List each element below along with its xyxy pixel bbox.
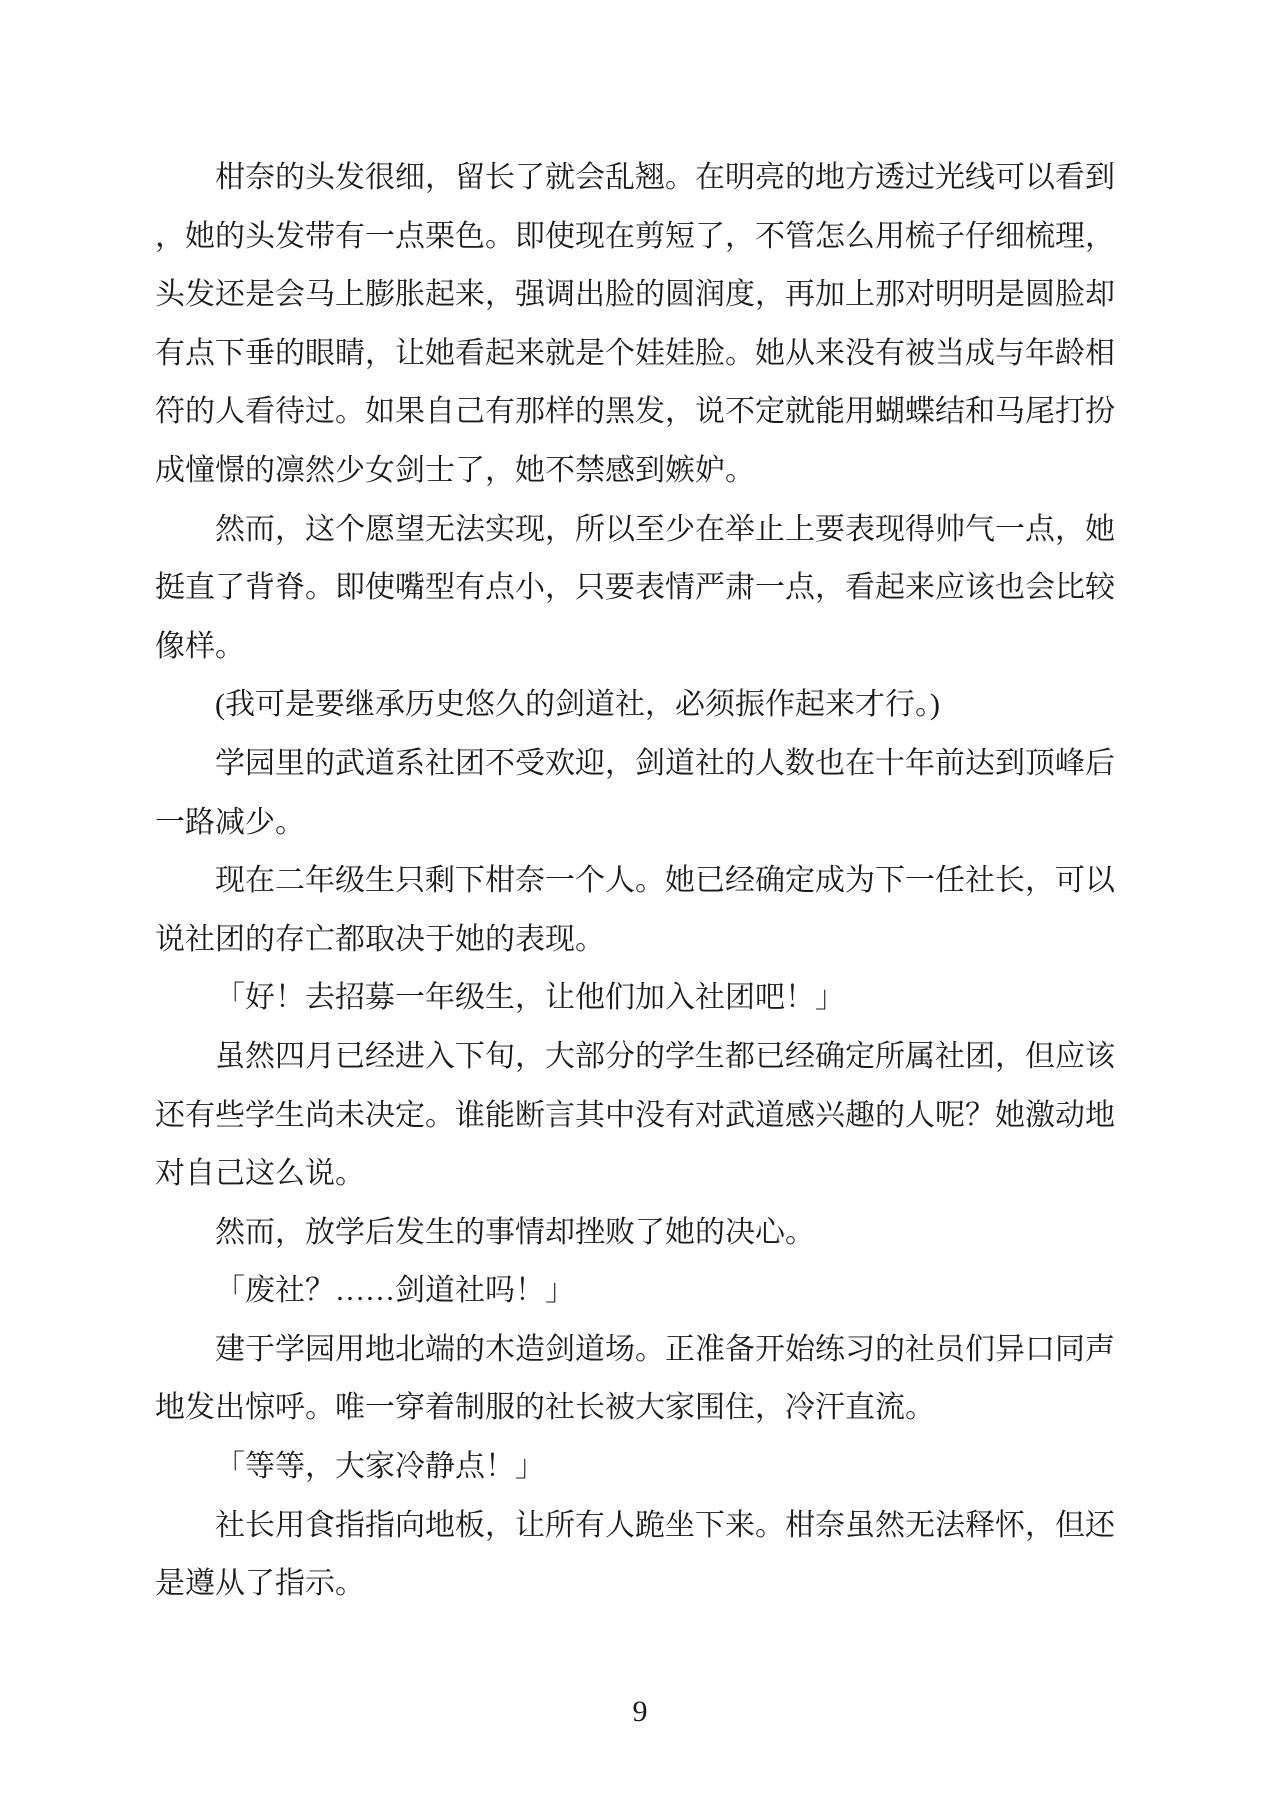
text-line: 有点下垂的眼睛，让她看起来就是个娃娃脸。她从来没有被当成与年龄相: [155, 336, 1115, 370]
text-line: 「等等，大家冷静点！」: [215, 1450, 545, 1484]
text-line: 建于学园用地北端的木造剑道场。正准备开始练习的社员们异口同声: [215, 1332, 1115, 1366]
body-text: [155, 149, 1130, 1614]
page-number: 9: [632, 1695, 648, 1728]
text-line: 然而，这个愿望无法实现，所以至少在举止上要表现得帅气一点，她: [215, 512, 1115, 546]
text-line: 说社团的存亡都取决于她的表现。: [155, 922, 605, 956]
text-line: 符的人看待过。如果自己有那样的黑发，说不定就能用蝴蝶结和马尾打扮: [155, 395, 1115, 429]
text-line: 还有些学生尚未决定。谁能断言其中没有对武道感兴趣的人呢？她激动地: [155, 1098, 1115, 1132]
text-line: 「好！去招募一年级生，让他们加入社团吧！」: [215, 981, 845, 1015]
text-line: (我可是要继承历史悠久的剑道社，必须振作起来才行。): [215, 688, 940, 722]
text-line: 社长用食指指向地板，让所有人跪坐下来。柑奈虽然无法释怀，但还: [215, 1508, 1115, 1542]
text-line: 对自己这么说。: [155, 1157, 365, 1191]
text-line: 地发出惊呼。唯一穿着制服的社长被大家围住，冷汗直流。: [155, 1391, 935, 1425]
text-line: ，她的头发带有一点栗色。即使现在剪短了，不管怎么用梳子仔细梳理，: [155, 219, 1115, 253]
text-line: 现在二年级生只剩下柑奈一个人。她已经确定成为下一任社长，可以: [215, 864, 1115, 898]
text-line: 是遵从了指示。: [155, 1567, 365, 1601]
text-line: 「废社？……剑道社吗！」: [215, 1274, 575, 1308]
text-line: 虽然四月已经进入下旬，大部分的学生都已经确定所属社团，但应该: [215, 1039, 1115, 1073]
text-line: 挺直了背脊。即使嘴型有点小，只要表情严肃一点，看起来应该也会比较: [155, 571, 1115, 605]
text-line: 柑奈的头发很细，留长了就会乱翘。在明亮的地方透过光线可以看到: [215, 161, 1115, 194]
text-line: 成憧憬的凛然少女剑士了，她不禁感到嫉妒。: [155, 453, 755, 487]
text-line: 像样。: [155, 629, 245, 663]
text-line: 然而，放学后发生的事情却挫败了她的决心。: [215, 1215, 815, 1249]
text-line: 学园里的武道系社团不受欢迎，剑道社的人数也在十年前达到顶峰后: [215, 746, 1115, 780]
text-line: 头发还是会马上膨胀起来，强调出脸的圆润度，再加上那对明明是圆脸却: [155, 278, 1115, 312]
text-line: 一路减少。: [155, 805, 305, 839]
